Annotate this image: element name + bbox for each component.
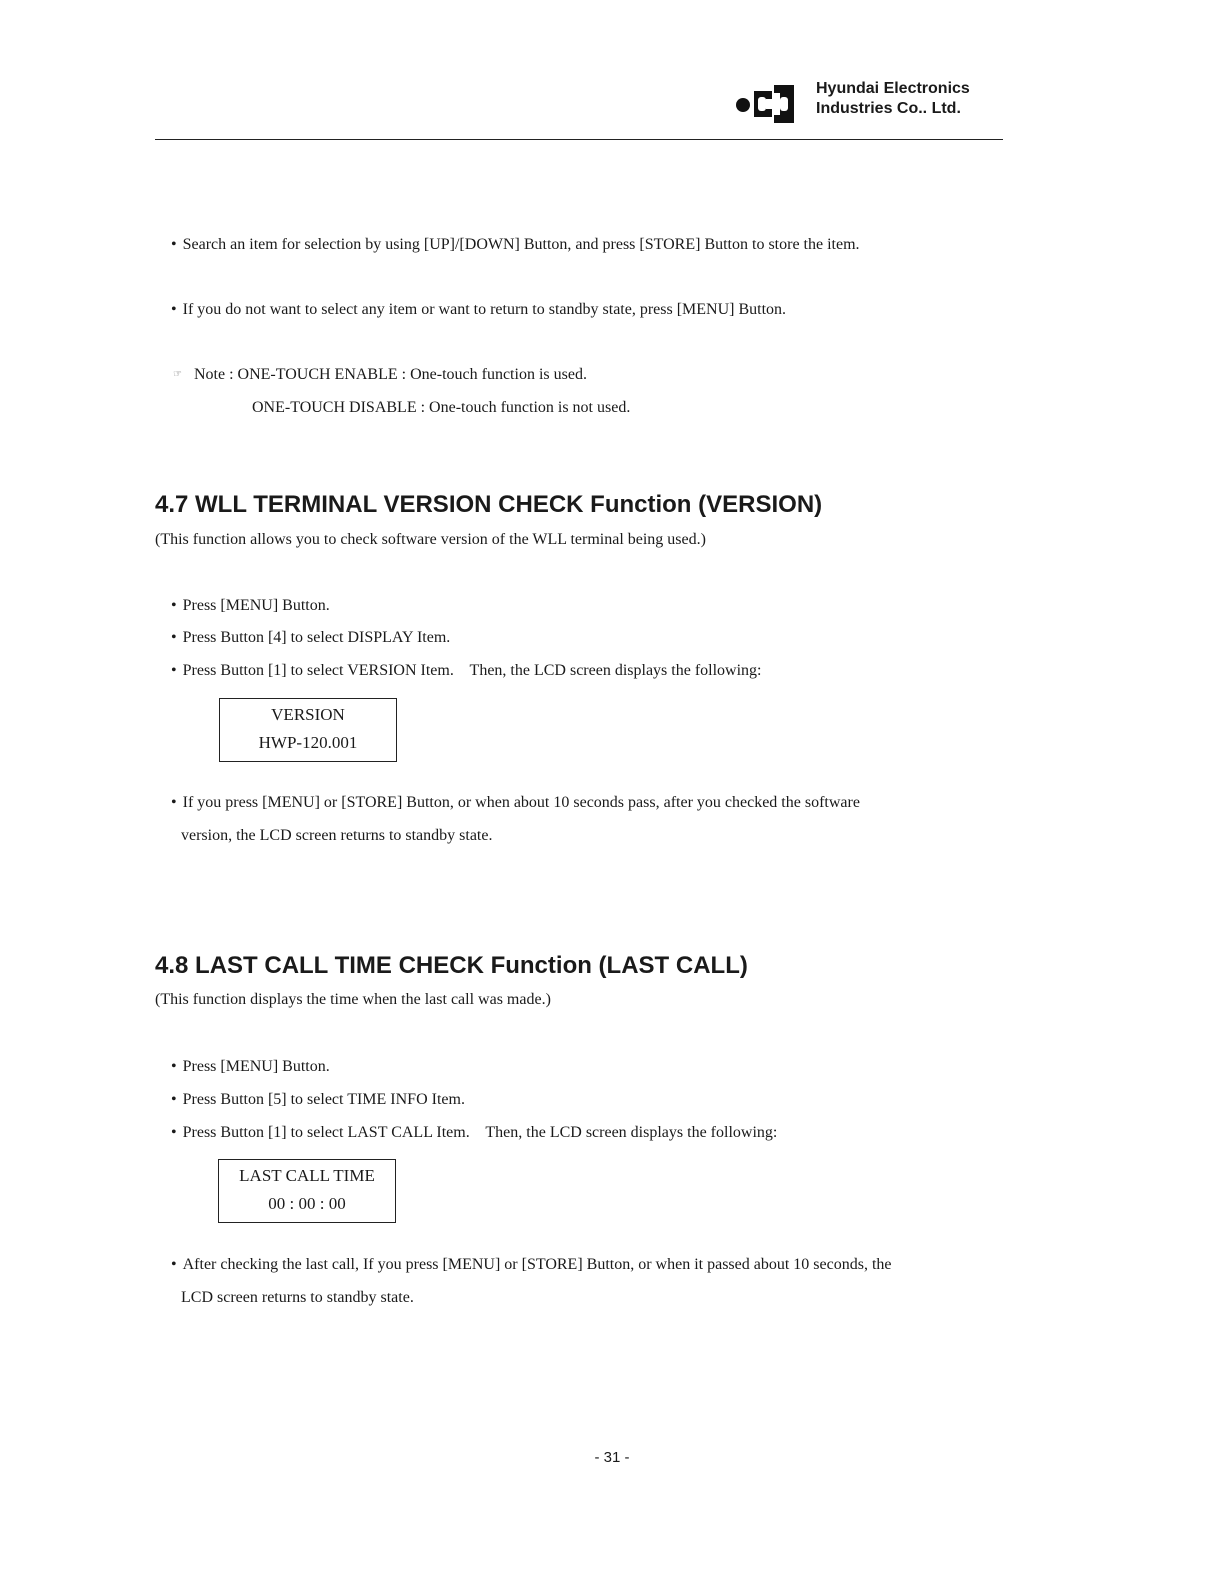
header-divider [155, 139, 1003, 140]
section-4-7-after-2: version, the LCD screen returns to standby state. [181, 827, 493, 844]
note-line-2: ONE-TOUCH DISABLE : One-touch function is not used. [252, 399, 631, 416]
section-4-7-title: 4.7 WLL TERMINAL VERSION CHECK Function (VERSION) [155, 491, 823, 518]
hyundai-logo-icon [734, 83, 800, 125]
section-4-7-step-3: • Press Button [1] to select VERSION Item. Then, the LCD screen displays the following: [171, 661, 762, 681]
page-number: - 31 - [594, 1449, 630, 1466]
intro-bullet-1: • Search an item for selection by using [UP]/[DOWN] Button, and press [STORE] Button to store the item. [171, 235, 860, 255]
lcd-last-call-line-1: LAST CALL TIME [239, 1166, 375, 1185]
lcd-last-call-line-2: 00 : 00 : 00 [268, 1194, 346, 1213]
section-4-7-step-2: • Press Button [4] to select DISPLAY Item. [171, 628, 450, 648]
company-line-1: Hyundai Electronics [816, 80, 970, 97]
lcd-version-line-2: HWP-120.001 [258, 733, 358, 752]
pointing-hand-icon: ☞ [173, 369, 182, 380]
section-4-8-title: 4.8 LAST CALL TIME CHECK Function (LAST CALL) [155, 952, 748, 979]
section-4-7-step-1: • Press [MENU] Button. [171, 596, 330, 616]
section-4-8-step-1: • Press [MENU] Button. [171, 1057, 330, 1077]
section-4-8-step-2: • Press Button [5] to select TIME INFO Item. [171, 1090, 465, 1110]
section-4-7-after-1: • If you press [MENU] or [STORE] Button, or when about 10 seconds pass, after you checked the software [171, 793, 860, 813]
lcd-version-line-1: VERSION [271, 705, 345, 724]
note-line-1: ☞ Note : ONE-TOUCH ENABLE : One-touch function is used. [173, 366, 587, 383]
lcd-last-call-display [218, 1159, 396, 1223]
intro-bullet-2: • If you do not want to select any item or want to return to standby state, press [MENU] Button. [171, 300, 786, 320]
company-name [816, 79, 970, 119]
section-4-8-after-1: • After checking the last call, If you press [MENU] or [STORE] Button, or when it passed about 10 seconds, the [171, 1255, 892, 1275]
section-4-8-description: (This function displays the time when the last call was made.) [155, 991, 551, 1008]
section-4-8-step-3: • Press Button [1] to select LAST CALL Item. Then, the LCD screen displays the following: [171, 1123, 777, 1143]
lcd-version-display [219, 698, 397, 762]
section-4-7-description: (This function allows you to check software version of the WLL terminal being used.) [155, 531, 706, 548]
section-4-8-after-2: LCD screen returns to standby state. [181, 1289, 414, 1306]
company-line-2: Industries Co.. Ltd. [816, 100, 961, 117]
